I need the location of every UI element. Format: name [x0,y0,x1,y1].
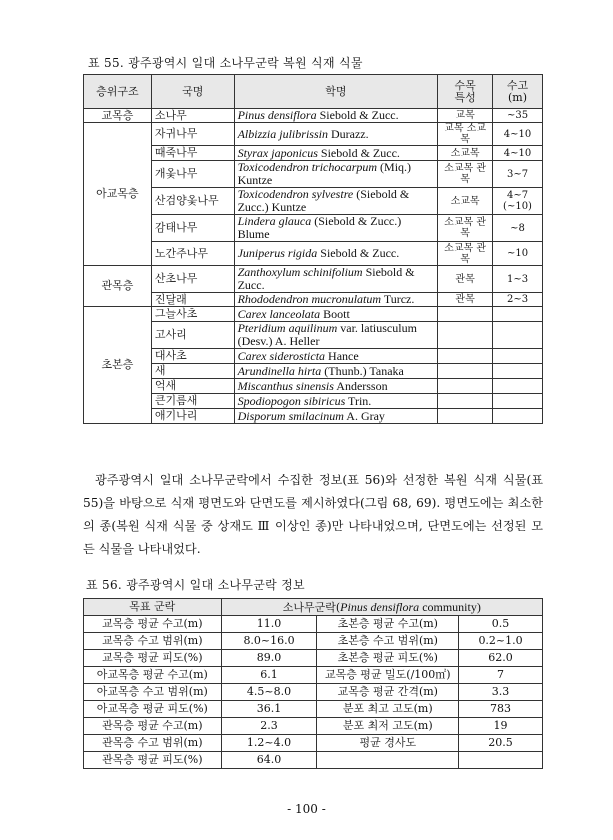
value-left: 1.2~4.0 [221,735,317,752]
scientific-name-cell [234,123,438,146]
author-name: Durazz. [327,126,369,141]
table-row [84,109,543,123]
table-row [84,293,543,307]
author-name: (Thunb.) Tanaka [321,363,404,378]
scientific-name-cell [234,364,438,379]
value-left: 8.0~16.0 [221,633,317,650]
table56 [83,598,543,769]
tree-type-cell: 소교목 [438,146,493,161]
label-left: 교목층 수고 범위(m) [84,633,222,650]
label-left: 아교목층 수고 범위(m) [84,684,222,701]
author-name: A. Gray [343,408,385,423]
height-cell [493,322,543,349]
table-row [84,322,543,349]
header-height: 수고 (m) [493,75,543,109]
height-cell [493,394,543,409]
table-row [84,123,543,146]
scientific-name-cell [234,161,438,188]
value-right [459,752,543,769]
height-cell: 4~10 [493,146,543,161]
table-row [84,215,543,242]
table-row [84,667,543,684]
table-row [84,684,543,701]
species-name: Pinus densiflora [237,108,317,122]
author-name: Trin. [345,393,372,408]
tree-type-cell [438,409,493,424]
table-row [84,146,543,161]
species-name: Toxicodendron sylvestre [237,187,354,201]
height-cell: 3~7 [493,161,543,188]
species-name: Lindera glauca [237,214,312,228]
korean-name-cell: 대사초 [151,349,234,364]
korean-name-cell: 때죽나무 [151,146,234,161]
table-row [84,633,543,650]
species-name: Spodiopogon sibiricus [237,393,346,408]
tree-type-cell: 교목 소교목 [438,123,493,146]
author-name: Turcz. [381,292,415,306]
value-left: 2.3 [221,718,317,735]
value-left: 11.0 [221,616,317,633]
height-cell: ~10 [493,242,543,266]
tree-type-cell: 소교목 관목 [438,242,493,266]
korean-name-cell: 애기나리 [151,409,234,424]
author-name: Siebold & Zucc. [237,265,415,292]
species-name: Toxicodendron trichocarpum [237,160,378,174]
table-row [84,307,543,322]
author-name: Andersson [333,378,388,393]
value-left: 4.5~8.0 [221,684,317,701]
table55-header-row [84,75,543,109]
species-name: Disporum smilacinum [237,408,344,423]
value-right: 62.0 [459,650,543,667]
label-left: 관목층 평균 수고(m) [84,718,222,735]
body-paragraph: 광주광역시 일대 소나무군락에서 수집한 정보(표 56)와 선정한 복원 식재 식물(표 55)을 바탕으로 식재 평면도와 단면도를 제시하였다(그림 68, 69). 평면도에는 최소한의 종(복원 식재 식물 중 상재도 Ⅲ 이상인 종)만 나타내었으며, 단면도에는 선정된 모든 식물을 나타내었다. [83,473,543,556]
korean-name-cell: 노간주나무 [151,242,234,266]
korean-name-cell: 고사리 [151,322,234,349]
tree-type-cell: 소교목 관목 [438,161,493,188]
tree-type-cell [438,394,493,409]
table-row [84,616,543,633]
author-name: (Siebold & Zucc.) Blume [237,214,402,241]
korean-name-cell: 산검양옻나무 [151,188,234,215]
scientific-name-cell [234,322,438,349]
korean-name-cell: 큰기름새 [151,394,234,409]
species-name: Pteridium aquilinum [237,321,338,335]
label-right: 초본층 평균 수고(m) [317,616,459,633]
height-cell: 4~10 [493,123,543,146]
height-cell [493,307,543,322]
height-cell: ~8 [493,215,543,242]
value-right: 0.2~1.0 [459,633,543,650]
label-left: 교목층 평균 수고(m) [84,616,222,633]
header-community-name: 소나무군락(Pinus densiflora community) [221,599,542,616]
author-name: Siebold & Zucc. [317,246,400,260]
table-row [84,188,543,215]
scientific-name-cell [234,242,438,266]
scientific-name-cell [234,307,438,322]
species-name: Albizzia julibrissin [237,126,328,141]
layer-cell: 관목층 [84,266,152,307]
value-right: 19 [459,718,543,735]
header-target-community: 목표 군락 [84,599,222,616]
value-right: 0.5 [459,616,543,633]
layer-cell: 초본층 [84,307,152,424]
value-right: 3.3 [459,684,543,701]
table56-caption: 표 56. 광주광역시 일대 소나무군락 정보 [86,578,305,592]
label-left: 관목층 평균 피도(%) [84,752,222,769]
scientific-name-cell [234,109,438,123]
table-row [84,752,543,769]
value-left: 36.1 [221,701,317,718]
value-right: 20.5 [459,735,543,752]
value-left: 64.0 [221,752,317,769]
author-name: Hance [325,348,359,363]
species-name: Juniperus rigida [237,246,318,260]
header-korean-name: 국명 [151,75,234,109]
korean-name-cell: 새 [151,364,234,379]
table56-header-row [84,599,543,616]
layer-cell: 아교목층 [84,123,152,266]
height-cell [493,349,543,364]
label-right: 평균 경사도 [317,735,459,752]
species-name: Arundinella hirta [237,363,322,378]
table55-caption: 표 55. 광주광역시 일대 소나무군락 복원 식재 식물 [88,56,363,70]
label-left: 아교목층 평균 피도(%) [84,701,222,718]
table-row [84,701,543,718]
table-row [84,650,543,667]
header-layer: 층위구조 [84,75,152,109]
height-cell: 4~7 (~10) [493,188,543,215]
korean-name-cell: 진달래 [151,293,234,307]
height-cell [493,409,543,424]
author-name: (Miq.) Kuntze [237,160,412,187]
header-tree-type: 수목 특성 [438,75,493,109]
species-name: Miscanthus sinensis [237,378,334,393]
species-name: Carex lanceolata [237,306,321,321]
scientific-name-cell [234,349,438,364]
scientific-name-cell [234,394,438,409]
table-row [84,364,543,379]
label-right [317,752,459,769]
korean-name-cell: 그늘사초 [151,307,234,322]
table-row [84,718,543,735]
tree-type-cell: 관목 [438,266,493,293]
korean-name-cell: 소나무 [151,109,234,123]
scientific-name-cell [234,188,438,215]
table-row [84,161,543,188]
tree-type-cell [438,379,493,394]
korean-name-cell: 자귀나무 [151,123,234,146]
author-name: (Siebold & Zucc.) Kuntze [237,187,410,214]
author-name: Siebold & Zucc. [316,108,399,122]
table-row [84,735,543,752]
species-name: Rhododendron mucronulatum [237,292,382,306]
tree-type-cell: 소교목 관목 [438,215,493,242]
korean-name-cell: 개옻나무 [151,161,234,188]
table-row [84,409,543,424]
table-row [84,379,543,394]
table-row [84,394,543,409]
label-right: 교목층 평균 간격(m) [317,684,459,701]
korean-name-cell: 억새 [151,379,234,394]
label-left: 관목층 수고 범위(m) [84,735,222,752]
scientific-name-cell [234,293,438,307]
value-left: 89.0 [221,650,317,667]
scientific-name-cell [234,215,438,242]
author-name: Boott [320,306,350,321]
tree-type-cell: 관목 [438,293,493,307]
species-name: Styrax japonicus [237,145,318,160]
tree-type-cell [438,364,493,379]
height-cell: ~35 [493,109,543,123]
page-number: - 100 - [287,802,326,816]
value-right: 7 [459,667,543,684]
height-cell [493,379,543,394]
scientific-name-cell [234,409,438,424]
author-name: Siebold & Zucc. [317,145,400,160]
tree-type-cell [438,322,493,349]
species-name: Carex siderosticta [237,348,326,363]
table55 [83,74,543,424]
tree-type-cell: 교목 [438,109,493,123]
tree-type-cell: 소교목 [438,188,493,215]
height-cell: 2~3 [493,293,543,307]
value-right: 783 [459,701,543,718]
label-right: 분포 최저 고도(m) [317,718,459,735]
table-row [84,349,543,364]
layer-cell: 교목층 [84,109,152,123]
label-right: 초본층 수고 범위(m) [317,633,459,650]
tree-type-cell [438,307,493,322]
height-cell [493,364,543,379]
table-row [84,266,543,293]
scientific-name-cell [234,146,438,161]
scientific-name-cell [234,266,438,293]
species-name: Zanthoxylum schinifolium [237,265,363,279]
korean-name-cell: 산초나무 [151,266,234,293]
tree-type-cell [438,349,493,364]
label-right: 분포 최고 고도(m) [317,701,459,718]
label-left: 아교목층 평균 수고(m) [84,667,222,684]
scientific-name-cell [234,379,438,394]
value-left: 6.1 [221,667,317,684]
height-cell: 1~3 [493,266,543,293]
table-row [84,242,543,266]
author-name: var. latiusculum (Desv.) A. Heller [237,321,417,348]
korean-name-cell: 감태나무 [151,215,234,242]
label-right: 초본층 평균 피도(%) [317,650,459,667]
header-scientific-name: 학명 [234,75,438,109]
label-right: 교목층 평균 밀도(/100㎡) [317,667,459,684]
label-left: 교목층 평균 피도(%) [84,650,222,667]
